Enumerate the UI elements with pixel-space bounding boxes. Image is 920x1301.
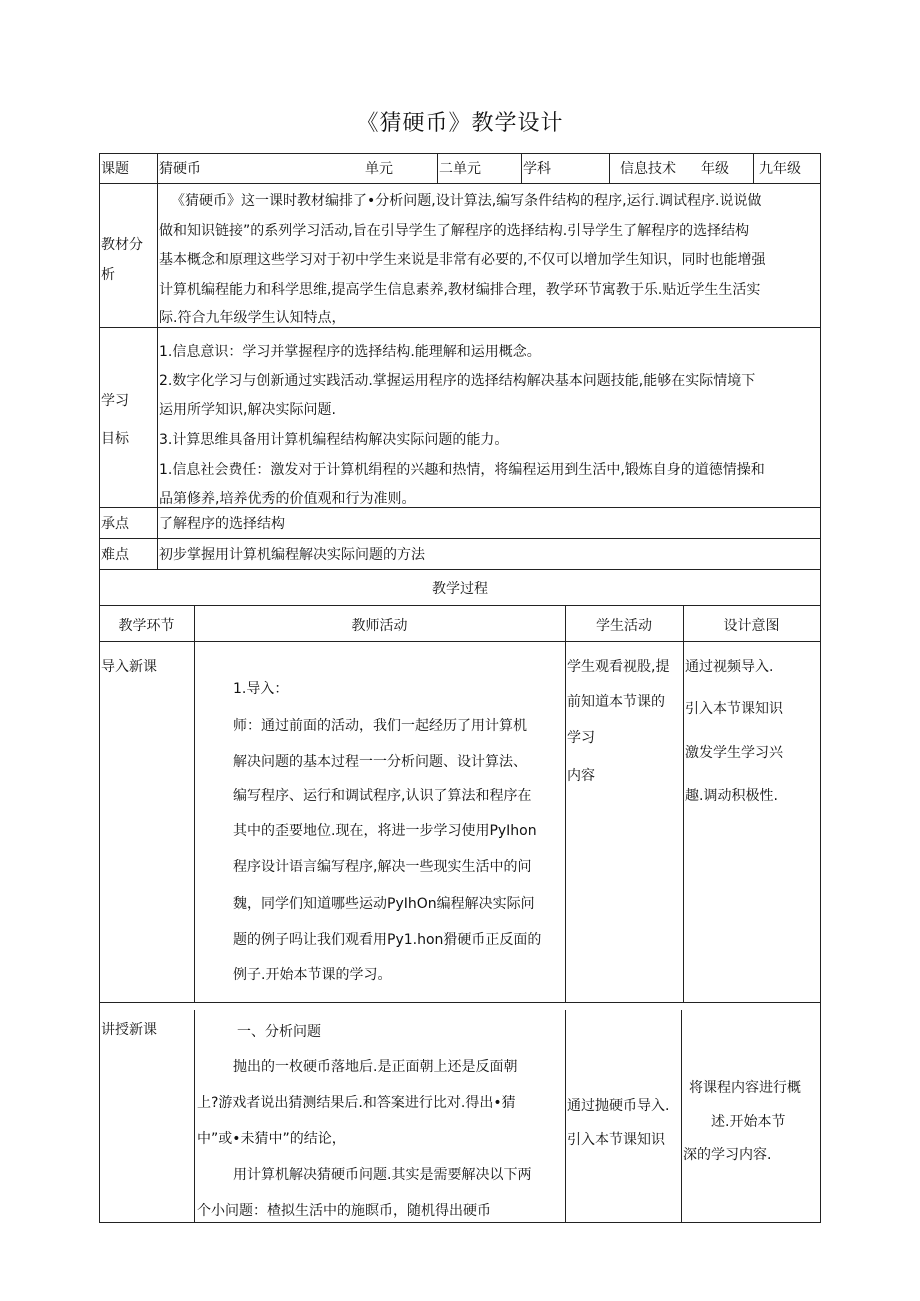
rule bbox=[683, 605, 684, 1002]
teacher-line: 用计算机解决猜硬币问题.其实是需要解决以下两 bbox=[233, 1167, 532, 1183]
objective-line: 品第修养,培养优秀的价值观和行为准则。 bbox=[159, 491, 416, 507]
rule bbox=[681, 1010, 682, 1222]
teacher-line: 魏，同学们知道哪些运动PyIhOn编程解决实际问 bbox=[233, 896, 535, 912]
rule bbox=[99, 183, 821, 184]
rule bbox=[565, 605, 566, 1002]
rule bbox=[437, 153, 438, 183]
course-value: 猜硬币 bbox=[159, 161, 201, 177]
rule bbox=[99, 153, 821, 154]
key-point-label: 承点 bbox=[101, 516, 129, 532]
course-label: 课题 bbox=[101, 161, 129, 177]
analysis-line: 做和知识链接”的系列学习活动,旨在引导学生了解程序的选择结构.引导学生了解程序的选择结构 bbox=[159, 223, 750, 239]
objective-line: 1.信息意识：学习并掌握程序的选择结构.能理解和运用概念。 bbox=[159, 344, 541, 360]
rule bbox=[609, 153, 610, 183]
objective-line: 1.信息社会费任：激发对于计算机绢程的兴趣和热情，将编程运用到生活中,锻炼自身的道德情操和 bbox=[159, 462, 765, 478]
teacher-line: 程序设计语言编写程序,解决一些现实生活中的问 bbox=[233, 859, 532, 875]
teacher-line: 师：通过前面的活动，我们一起经历了用计算机 bbox=[233, 718, 527, 734]
column-header-student: 学生活动 bbox=[596, 618, 652, 634]
objective-line: 3.计算思维具备用计算机编程结构解决实际问题的能力。 bbox=[159, 432, 509, 448]
rule bbox=[99, 1002, 821, 1003]
student-line: 学习 bbox=[567, 730, 595, 746]
teacher-line: 个小问题：楂拟生活中的施瞑币，随机得出硬币 bbox=[197, 1203, 491, 1219]
subject-value: 信息技术 bbox=[620, 161, 676, 177]
teacher-line: 上?游戏者说出猜测结果后.和答案进行比对.得出•猜 bbox=[197, 1095, 516, 1111]
document-title: 《猜硬币》教学设计 bbox=[356, 111, 564, 136]
analysis-line: 计算机编程能力和科学思维,提高学生信息素养,教材编排合理，教学环节寓教于乐.贴近学生生活实 bbox=[159, 282, 761, 298]
unit-value: 二单元 bbox=[439, 161, 481, 177]
student-line: 引入本节课知识 bbox=[567, 1132, 665, 1148]
unit-label: 单元 bbox=[365, 161, 393, 177]
intent-line: 将课程内容进行概 bbox=[689, 1080, 801, 1096]
grade-label: 年级 bbox=[701, 161, 729, 177]
objectives-label: 学习 bbox=[101, 393, 129, 409]
objective-line: 运用所学知识,解决实际问题. bbox=[159, 402, 336, 418]
difficulty-label: 难点 bbox=[101, 547, 129, 563]
rule bbox=[157, 153, 158, 183]
rule bbox=[820, 153, 821, 1223]
intent-line: 激发学生学习兴 bbox=[685, 745, 783, 761]
intent-line: 深的学习内容. bbox=[683, 1147, 772, 1163]
teacher-line: 解决问题的基本过程一一分析问题、设计算法、 bbox=[233, 754, 527, 770]
student-line: 前知道本节课的 bbox=[567, 694, 665, 710]
analysis-line: 《猜硬币》这一课时教材编排了•分析问题,设计算法,编写条件结构的程序,运行.调试程序.说说做 bbox=[171, 193, 762, 209]
rule bbox=[99, 538, 821, 539]
intent-line: 通过视频导入. bbox=[685, 659, 774, 675]
column-header-stage: 教学环节 bbox=[118, 618, 175, 634]
teacher-line: 一、分析问题 bbox=[237, 1024, 321, 1040]
student-line: 内容 bbox=[567, 768, 595, 784]
objective-line: 2.数字化学习与创新通过实践活动.掌握运用程序的选择结构解决基本问题技能,能够在实际情境下 bbox=[159, 373, 756, 389]
objectives-label: 目标 bbox=[101, 431, 129, 447]
analysis-label: 教材分 bbox=[101, 237, 143, 253]
teacher-line: 编写程序、运行和调试程序,认识了算法和程序在 bbox=[233, 788, 532, 804]
teacher-line: 例子.开始本节课的学习。 bbox=[233, 967, 392, 983]
rule bbox=[99, 605, 821, 606]
process-heading: 教学过程 bbox=[432, 581, 488, 597]
intent-line: 述.开始本节 bbox=[711, 1114, 786, 1130]
stage-cell: 讲授新课 bbox=[101, 1022, 157, 1038]
difficulty-value: 初步掌握用计算机编程解决实际问题的方法 bbox=[159, 547, 425, 563]
subject-label: 学科 bbox=[523, 161, 551, 177]
rule bbox=[99, 569, 821, 570]
key-point-value: 了解程序的选择结构 bbox=[159, 516, 285, 532]
teacher-line: 抛出的一枚硬币落地后.是正面朝上还是反面朝 bbox=[233, 1059, 518, 1075]
teacher-line: 题的例子吗让我们观看用Py1.hon猾硬币正反面的 bbox=[233, 932, 542, 948]
column-header-intent: 设计意图 bbox=[723, 618, 780, 634]
rule bbox=[99, 327, 821, 328]
rule bbox=[521, 153, 522, 183]
grade-value: 九年级 bbox=[759, 161, 801, 177]
intent-line: 引入本节课知识 bbox=[685, 701, 783, 717]
column-header-teacher: 教师活动 bbox=[351, 618, 408, 634]
intent-line: 趣.调动积极性. bbox=[685, 788, 778, 804]
rule bbox=[194, 1010, 195, 1222]
teacher-line: 1.导入： bbox=[233, 681, 289, 697]
rule bbox=[194, 605, 195, 1002]
rule bbox=[565, 1010, 566, 1222]
student-line: 学生观看视股,提 bbox=[567, 659, 670, 675]
analysis-label: 析 bbox=[101, 267, 115, 283]
stage-cell: 导入新课 bbox=[101, 659, 157, 675]
rule bbox=[99, 1222, 821, 1223]
teacher-line: 其中的歪要地位.现在，将进一步学习使用PyIhon bbox=[233, 823, 537, 839]
analysis-line: 基本概念和原理这些学习对于初中学生来说是非常有必要的,不仅可以增加学生知识，同时也能增强 bbox=[159, 252, 766, 268]
student-line: 通过抛硬币导入. bbox=[567, 1098, 670, 1114]
rule bbox=[99, 153, 100, 1223]
rule bbox=[753, 153, 754, 183]
analysis-line: 际.符合九年级学生认知特点， bbox=[159, 310, 346, 326]
teacher-line: 中”或•未猜中”的结论， bbox=[197, 1131, 346, 1147]
rule bbox=[157, 183, 158, 569]
rule bbox=[99, 641, 821, 642]
